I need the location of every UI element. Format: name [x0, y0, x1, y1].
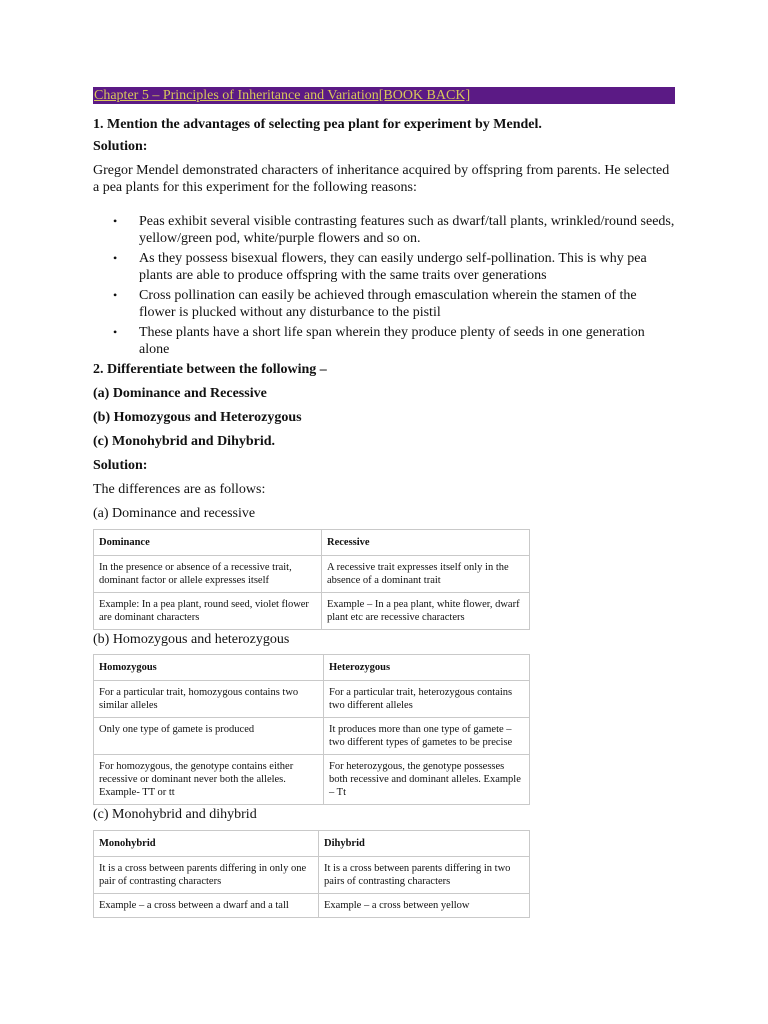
- table-header-row: [94, 530, 530, 556]
- table-cell: For a particular trait, heterozygous contains two different alleles: [324, 681, 530, 718]
- table-row: [94, 681, 530, 718]
- question-2-part-a: (a) Dominance and Recessive: [93, 386, 267, 401]
- table-row: [94, 755, 530, 805]
- table-cell: It is a cross between parents differing in two pairs of contrasting characters: [319, 857, 530, 894]
- table-cell: Example – In a pea plant, white flower, dwarf plant etc are recessive characters: [322, 593, 530, 630]
- table-cell: It is a cross between parents differing in only one pair of contrasting characters: [94, 857, 319, 894]
- table-cell: Example – a cross between a dwarf and a tall: [94, 894, 319, 918]
- bullet-icon: •: [113, 288, 118, 302]
- bullet-icon: •: [113, 325, 118, 339]
- table-header-cell: Homozygous: [94, 655, 324, 681]
- table-row: [94, 718, 530, 755]
- solution-2-label: Solution:: [93, 458, 148, 473]
- table-row: [94, 556, 530, 593]
- table-header-row: [94, 831, 530, 857]
- table-header-cell: Dihybrid: [319, 831, 530, 857]
- table-cell: A recessive trait expresses itself only in the absence of a dominant trait: [322, 556, 530, 593]
- table-cell: It produces more than one type of gamete – two different types of gametes to be precise: [324, 718, 530, 755]
- solution-2-intro: The differences are as follows:: [93, 482, 266, 497]
- table-a-caption: (a) Dominance and recessive: [93, 506, 256, 521]
- table-header-cell: Heterozygous: [324, 655, 530, 681]
- list-item: • Peas exhibit several visible contrasting features such as dwarf/tall plants, wrinkled/round seeds, yellow/green pod, white/purple flowers and so on.: [113, 214, 675, 246]
- table-header-cell: Dominance: [94, 530, 322, 556]
- list-item: • These plants have a short life span wherein they produce plenty of seeds in one generation alone: [113, 325, 645, 357]
- list-item: • Cross pollination can easily be achieved through emasculation wherein the stamen of the flower is plucked without any disturbance to the pistil: [113, 288, 637, 320]
- question-2-part-b: (b) Homozygous and Heterozygous: [93, 410, 302, 425]
- table-row: [94, 857, 530, 894]
- table-cell: Example – a cross between yellow: [319, 894, 530, 918]
- table-cell: For a particular trait, homozygous contains two similar alleles: [94, 681, 324, 718]
- solution-1-label: Solution:: [93, 139, 148, 154]
- homozygous-heterozygous-table: [93, 654, 530, 805]
- table-header-cell: Monohybrid: [94, 831, 319, 857]
- table-cell: For heterozygous, the genotype possesses both recessive and dominant alleles. Example – Tt: [324, 755, 530, 805]
- monohybrid-dihybrid-table: [93, 830, 530, 918]
- table-header-row: [94, 655, 530, 681]
- table-cell: Example: In a pea plant, round seed, violet flower are dominant characters: [94, 593, 322, 630]
- table-cell: In the presence or absence of a recessive trait, dominant factor or allele expresses itself: [94, 556, 322, 593]
- table-cell: Only one type of gamete is produced: [94, 718, 324, 755]
- table-cell: For homozygous, the genotype contains either recessive or dominant never both the alleles. Example- TT or tt: [94, 755, 324, 805]
- advantages-list: [93, 213, 675, 358]
- list-item: • As they possess bisexual flowers, they can easily undergo self-pollination. This is why pea plants are able to produce offspring with the same traits over generations: [113, 251, 647, 283]
- question-2-part-c: (c) Monohybrid and Dihybrid.: [93, 434, 276, 449]
- table-row: [94, 593, 530, 630]
- table-c-caption: (c) Monohybrid and dihybrid: [93, 807, 257, 822]
- question-2: 2. Differentiate between the following –: [93, 362, 327, 377]
- chapter-banner: Chapter 5 – Principles of Inheritance and Variation[BOOK BACK]: [93, 87, 675, 104]
- document-page: [93, 87, 675, 918]
- dominance-recessive-table: [93, 529, 530, 630]
- bullet-icon: •: [113, 251, 118, 265]
- solution-1-intro: Gregor Mendel demonstrated characters of inheritance acquired by offspring from parents. He selected a pea plants for this experiment for the following reasons:: [93, 163, 670, 195]
- question-1: 1. Mention the advantages of selecting pea plant for experiment by Mendel.: [93, 117, 542, 132]
- table-header-cell: Recessive: [322, 530, 530, 556]
- bullet-icon: •: [113, 214, 118, 228]
- table-b-caption: (b) Homozygous and heterozygous: [93, 632, 290, 647]
- table-row: [94, 894, 530, 918]
